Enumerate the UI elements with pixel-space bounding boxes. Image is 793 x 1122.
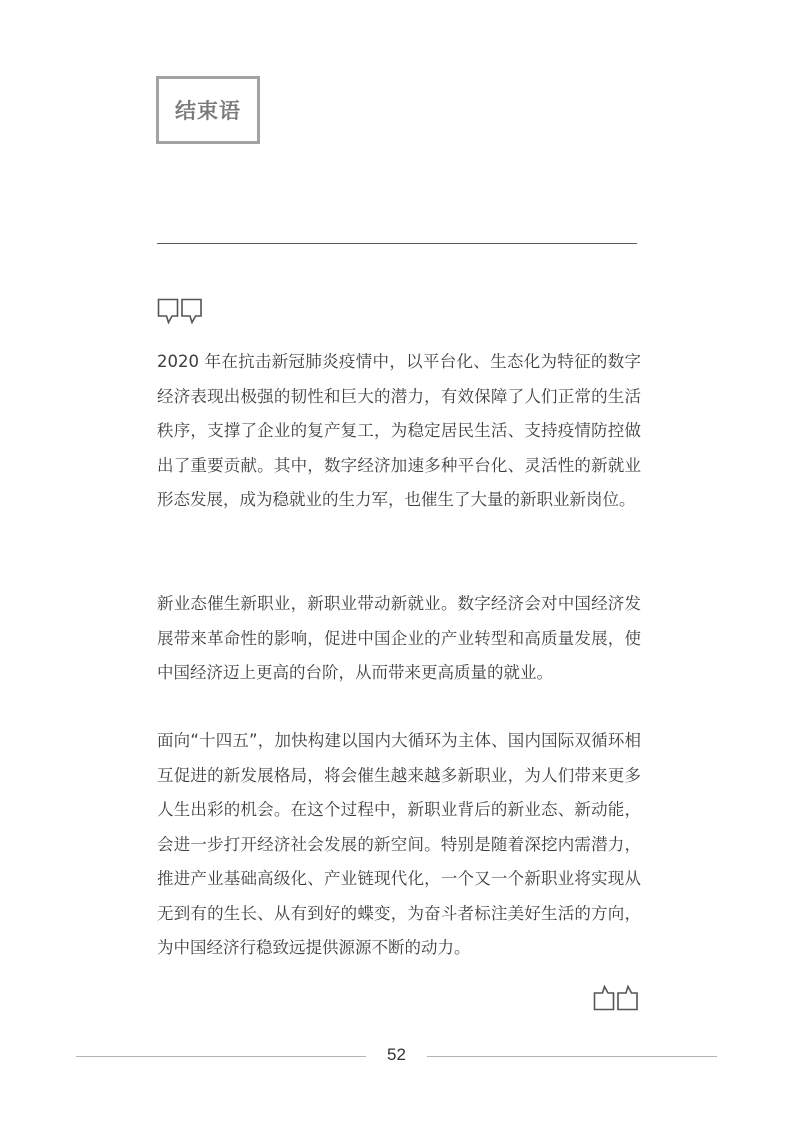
footer-rule-right: [427, 1056, 717, 1057]
paragraph-2: 新业态催生新职业，新职业带动新就业。数字经济会对中国经济发展带来革命性的影响，促进中国企业的产业转型和高质量发展，使中国经济迈上更高的台阶，从而带来更高质量的就业。: [157, 594, 641, 682]
divider-line: [157, 243, 637, 244]
section-title: 结束语: [175, 99, 241, 123]
open-quote-icon: [157, 298, 203, 324]
section-title-box: [156, 76, 260, 144]
paragraph-1: 2020 年在抗击新冠肺炎疫情中，以平台化、生态化为特征的数字经济表现出极强的韧性和巨大的潜力，有效保障了人们正常的生活秩序，支撑了企业的复产复工，为稳定居民生活、支持疫情防控做出了重要贡献。其中，数字经济加速多种平台化、灵活性的新就业形态发展，成为稳就业的生力军，也催生了大量的新职业新岗位。: [157, 352, 641, 509]
footer-rule-left: [76, 1056, 366, 1057]
paragraph-3: 面向“十四五”，加快构建以国内大循环为主体、国内国际双循环相互促进的新发展格局，将会催生越来越多新职业，为人们带来更多人生出彩的机会。在这个过程中，新职业背后的新业态、新动能，会进一步打开经济社会发展的新空间。特别是随着深挖内需潜力，推进产业基础高级化、产业链现代化，一个又一个新职业将实现从无到有的生长、从有到好的蝶变，为奋斗者标注美好生活的方向，为中国经济行稳致远提供源源不断的动力。: [157, 731, 641, 957]
close-quote-icon: [593, 985, 639, 1011]
page-number: 52: [387, 1045, 406, 1064]
